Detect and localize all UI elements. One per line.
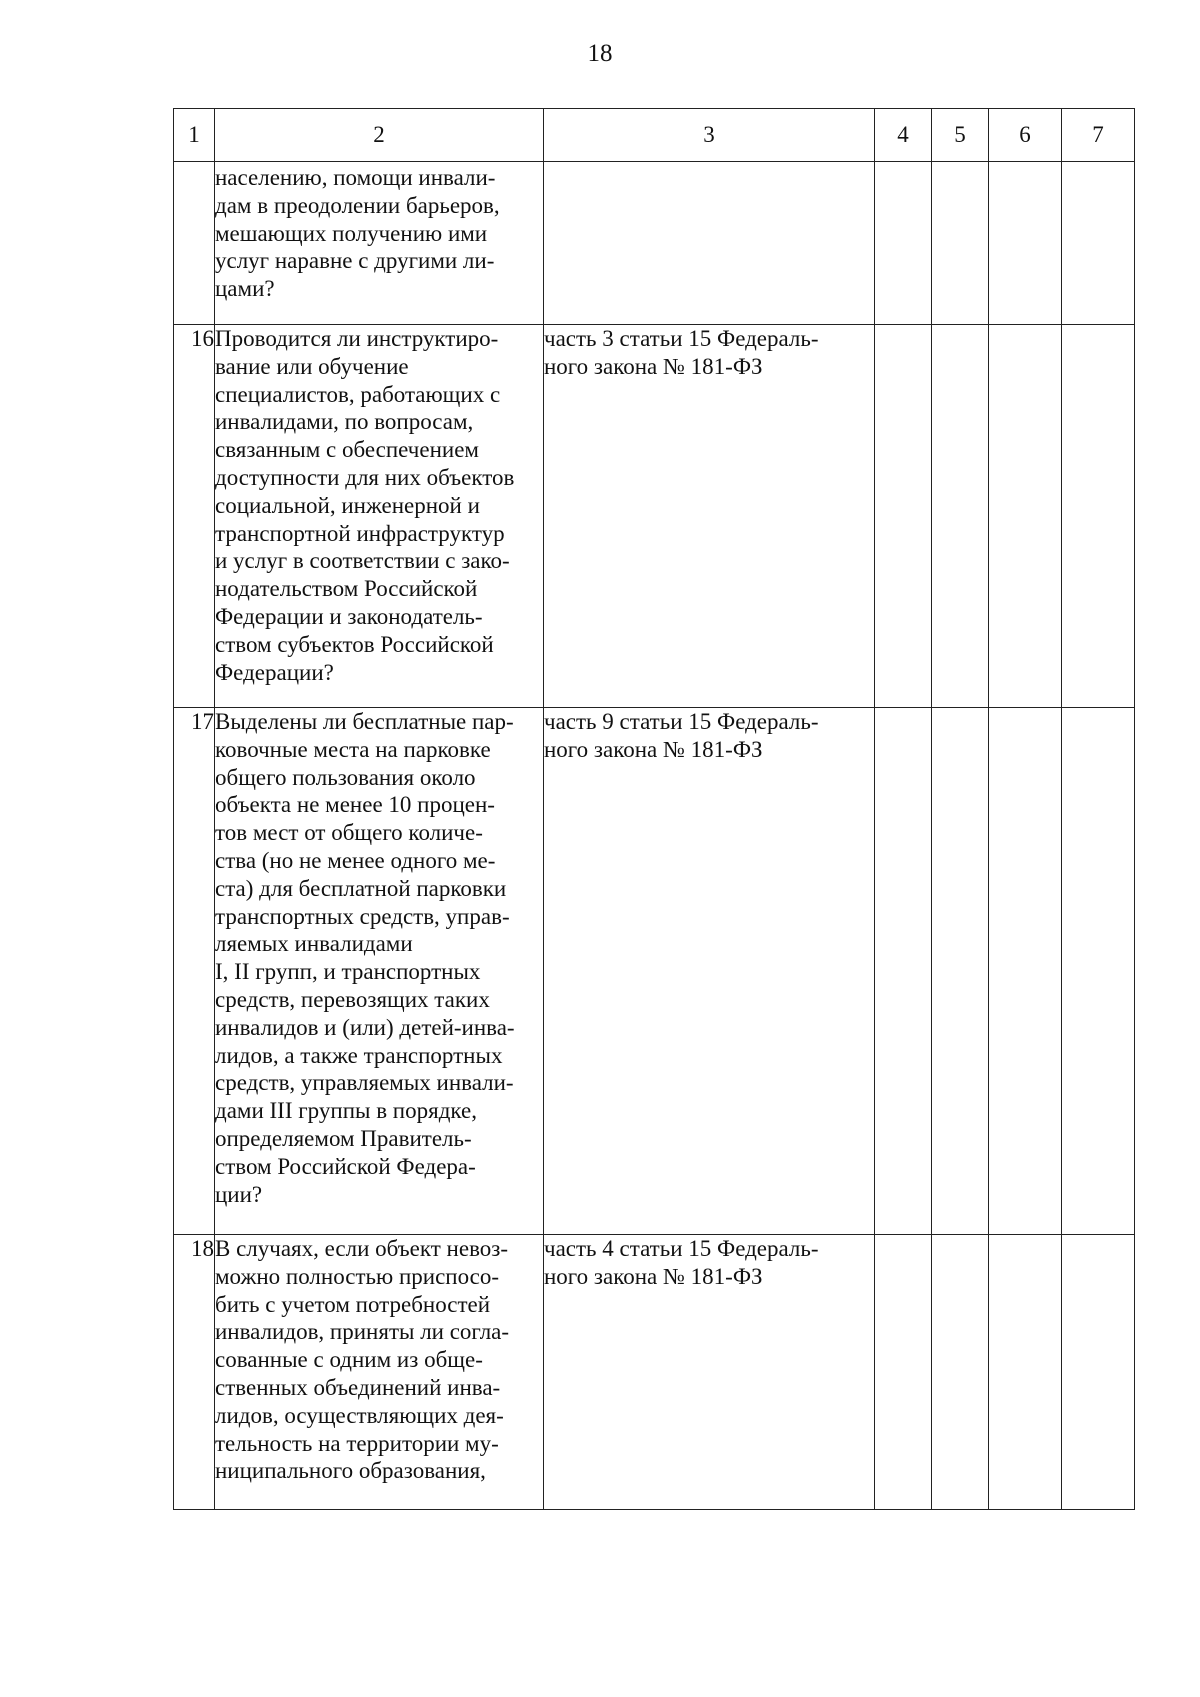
question-line: ста) для бесплатной парковки [215, 875, 507, 901]
question-line: ляемых инвалидами [215, 931, 413, 957]
answer-cell-7 [1062, 1235, 1135, 1510]
question-line: лидов, осуществляющих дея- [215, 1402, 504, 1428]
question-line: В случаях, если объект невоз- [215, 1236, 509, 1261]
question-line: бить с учетом потребностей [215, 1291, 491, 1317]
table-row-continuation [174, 162, 1135, 325]
row-number [174, 162, 215, 325]
legal-basis-line: часть 9 статьи 15 Федераль- [544, 709, 819, 734]
answer-cell-no [932, 708, 989, 1235]
question-line: инвалидов и (или) детей-инва- [215, 1014, 515, 1040]
answer-cell-7 [1062, 708, 1135, 1235]
answer-cell-6 [989, 1235, 1062, 1510]
question-line: ковочные места на парковке [215, 736, 491, 762]
question-line: и услуг в соответствии с зако- [215, 548, 510, 574]
answer-cell-no [932, 1235, 989, 1510]
column-header-3: 3 [544, 109, 875, 162]
column-header-6: 6 [989, 109, 1062, 162]
question-line: нодательством Российской [215, 576, 478, 602]
column-header-7: 7 [1062, 109, 1135, 162]
question-line: общего пользования около [215, 764, 476, 790]
row-number: 16 [174, 325, 215, 708]
question-line: социальной, инженерной и [215, 492, 480, 518]
answer-cell-no [932, 162, 989, 325]
answer-cell-yes [875, 708, 932, 1235]
question-line: тельность на территории му- [215, 1430, 499, 1456]
legal-basis-line: часть 4 статьи 15 Федераль- [544, 1236, 819, 1261]
answer-cell-7 [1062, 325, 1135, 708]
legal-basis-line: ного закона № 181-ФЗ [544, 353, 763, 379]
question-line: услуг наравне с другими ли- [215, 248, 495, 274]
column-header-2: 2 [215, 109, 544, 162]
question-line: транспортной инфраструктур [215, 520, 505, 546]
question-line: объекта не менее 10 процен- [215, 792, 495, 818]
checklist-table [173, 108, 1135, 1510]
question-line: ства (но не менее одного ме- [215, 847, 496, 873]
legal-basis-cell [544, 162, 875, 325]
question-line: средств, управляемых инвали- [215, 1070, 514, 1096]
question-cell [215, 708, 544, 1235]
table-row-16 [174, 325, 1135, 708]
legal-basis-cell [544, 325, 875, 708]
question-line: ции? [215, 1181, 263, 1207]
page-number: 18 [587, 40, 613, 67]
question-line: населению, помощи инвали- [215, 165, 496, 190]
question-line: дам в преодолении барьеров, [215, 192, 500, 218]
answer-cell-no [932, 325, 989, 708]
question-line: инвалидами, по вопросам, [215, 409, 474, 435]
legal-basis-cell [544, 1235, 875, 1510]
answer-cell-6 [989, 325, 1062, 708]
question-line: дами III группы в порядке, [215, 1098, 477, 1124]
question-line: Федерации и законодатель- [215, 603, 483, 629]
question-line: инвалидов, приняты ли согла- [215, 1319, 510, 1345]
question-line: специалистов, работающих с [215, 381, 501, 407]
question-line: цами? [215, 276, 275, 302]
question-line: Федерации? [215, 659, 334, 685]
answer-cell-6 [989, 708, 1062, 1235]
question-line: ственных объединений инва- [215, 1374, 501, 1400]
answer-cell-7 [1062, 162, 1135, 325]
answer-cell-6 [989, 162, 1062, 325]
answer-cell-yes [875, 1235, 932, 1510]
question-line: ниципального образования, [215, 1458, 486, 1484]
question-line: тов мест от общего количе- [215, 820, 483, 846]
question-line: лидов, а также транспортных [215, 1042, 503, 1068]
legal-basis-cell [544, 708, 875, 1235]
question-line: сованные с одним из обще- [215, 1347, 483, 1373]
question-line: Проводится ли инструктиро- [215, 326, 499, 351]
legal-basis-line: ного закона № 181-ФЗ [544, 736, 763, 762]
answer-cell-yes [875, 325, 932, 708]
legal-basis-line: часть 3 статьи 15 Федераль- [544, 326, 819, 351]
question-line: средств, перевозящих таких [215, 986, 490, 1012]
column-header-4: 4 [875, 109, 932, 162]
question-cell [215, 1235, 544, 1510]
question-line: вание или обучение [215, 353, 409, 379]
question-line: Выделены ли бесплатные пар- [215, 709, 514, 734]
question-line: I, II групп, и транспортных [215, 959, 481, 985]
question-line: определяемом Правитель- [215, 1125, 472, 1151]
row-number: 18 [174, 1235, 215, 1510]
table-row-18 [174, 1235, 1135, 1510]
question-line: ством субъектов Российской [215, 631, 494, 657]
column-header-5: 5 [932, 109, 989, 162]
question-cell [215, 162, 544, 325]
column-number-row [174, 109, 1135, 162]
answer-cell-yes [875, 162, 932, 325]
column-header-1: 1 [174, 109, 215, 162]
row-number: 17 [174, 708, 215, 1235]
question-line: транспортных средств, управ- [215, 903, 510, 929]
question-cell [215, 325, 544, 708]
question-line: связанным с обеспечением [215, 437, 479, 463]
legal-basis-line: ного закона № 181-ФЗ [544, 1263, 763, 1289]
table-row-17 [174, 708, 1135, 1235]
question-line: мешающих получению ими [215, 220, 488, 246]
question-line: ством Российской Федера- [215, 1153, 476, 1179]
question-line: доступности для них объектов [215, 464, 515, 490]
question-line: можно полностью приспосо- [215, 1263, 500, 1289]
